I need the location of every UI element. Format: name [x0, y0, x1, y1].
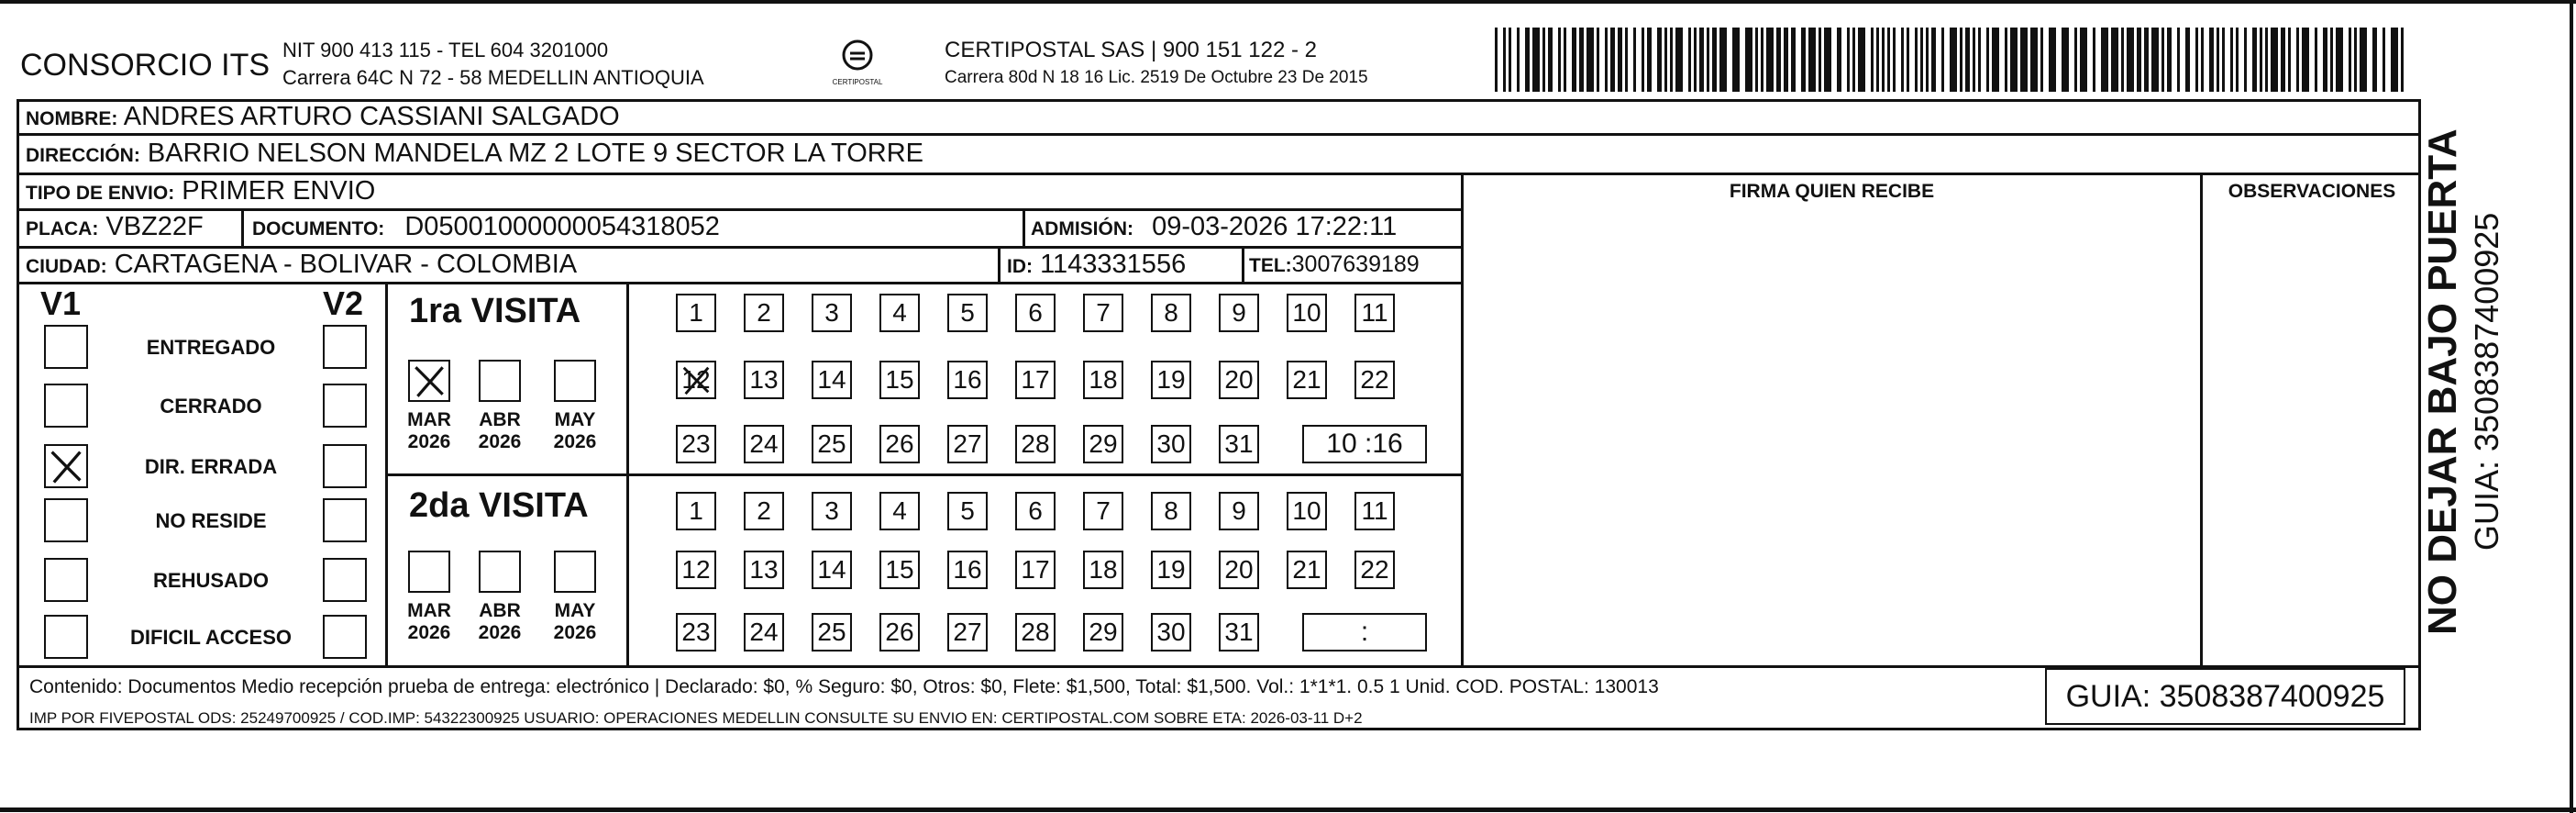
barcode-bar — [2315, 28, 2317, 92]
day-box[interactable]: 18 — [1083, 551, 1123, 589]
x-mark-icon — [410, 362, 448, 400]
barcode-bar — [2010, 28, 2018, 92]
x-mark-icon — [678, 362, 714, 397]
barcode-bar — [1882, 28, 1885, 92]
barcode-bar — [1837, 28, 1841, 92]
day-box[interactable]: 31 — [1219, 425, 1259, 463]
barcode-bar — [2201, 28, 2204, 92]
barcode — [1495, 28, 2412, 92]
status-v2-checkbox[interactable] — [323, 498, 367, 542]
day-box[interactable]: 15 — [879, 551, 920, 589]
barcode-bar — [1926, 28, 1929, 92]
day-box[interactable]: 28 — [1015, 613, 1056, 652]
vrule-tel — [1242, 246, 1244, 282]
barcode-bar — [1670, 28, 1673, 92]
day-box[interactable]: 23 — [676, 425, 716, 463]
certipostal-logo — [816, 37, 899, 92]
barcode-bar — [1618, 28, 1622, 92]
vrule-placa — [241, 208, 244, 246]
barcode-bar — [1876, 28, 1879, 92]
barcode-bar — [1532, 28, 1540, 92]
barcode-bar — [2195, 28, 2198, 92]
tel-label: TEL: — [1249, 255, 1292, 276]
footer-contenido: Contenido: Documentos Medio recepción prueba de entrega: electrónico | Declarado: $0, % Seguro: $0, Otros: $0, Flete: $1,500, Total: $1,500. Vol.: 1*1*1. 0.5 1 Unid. COD. POSTAL: 130013 — [29, 676, 1659, 697]
company-info — [282, 37, 704, 92]
month-year: 2026 — [478, 431, 522, 452]
status-v2-checkbox[interactable] — [323, 384, 367, 428]
day-box[interactable]: 16 — [947, 551, 988, 589]
day-box[interactable]: 5 — [947, 492, 988, 530]
barcode-bar — [1978, 28, 1981, 92]
barcode-bar — [2354, 28, 2357, 92]
visit-time[interactable]: 10 :16 — [1302, 425, 1427, 463]
barcode-bar — [2244, 28, 2247, 92]
barcode-bar — [2222, 28, 2225, 92]
top-rule — [0, 0, 2576, 4]
day-box[interactable]: 1 — [676, 492, 716, 530]
day-box[interactable]: 14 — [812, 361, 852, 399]
day-box[interactable]: 7 — [1083, 492, 1123, 530]
barcode-bar — [1597, 28, 1599, 92]
barcode-bar — [2323, 28, 2327, 92]
barcode-bar — [2336, 28, 2343, 92]
side-notice-svg — [2366, 73, 2576, 642]
barcode-bar — [1887, 28, 1890, 92]
day-box[interactable]: 7 — [1083, 294, 1123, 332]
barcode-bar — [1558, 28, 1561, 92]
documento-cell — [252, 212, 720, 242]
logo-caption: CERTIPOSTAL — [832, 78, 883, 86]
day-box[interactable]: 21 — [1287, 361, 1327, 399]
month-name: MAR — [407, 409, 451, 430]
barcode-bar — [1712, 28, 1717, 92]
status-label: CERRADO — [160, 395, 262, 418]
status-v1-checkbox[interactable] — [44, 384, 88, 428]
barcode-bar — [1707, 28, 1709, 92]
id-cell — [1007, 250, 1186, 280]
barcode-bar — [1950, 28, 1957, 92]
tipo-label: TIPO DE ENVIO: — [26, 183, 175, 204]
barcode-bar — [1642, 28, 1644, 92]
barcode-bar — [2177, 28, 2180, 92]
month-label — [468, 600, 532, 644]
month-checkbox[interactable] — [408, 551, 450, 593]
visit2-title: 2da VISITA — [409, 486, 589, 525]
barcode-bar — [1517, 28, 1520, 92]
barcode-bar — [1941, 28, 1944, 92]
admision-cell — [1031, 212, 1397, 242]
status-label: NO RESIDE — [155, 509, 267, 532]
barcode-bar — [1625, 28, 1628, 92]
month-year: 2026 — [407, 431, 451, 452]
barcode-bar — [1610, 28, 1615, 92]
day-box[interactable]: 8 — [1151, 294, 1191, 332]
day-box[interactable]: 12 — [676, 551, 716, 589]
barcode-bar — [2049, 28, 2056, 92]
direccion-value: BARRIO NELSON MANDELA MZ 2 LOTE 9 SECTOR LA TORRE — [147, 139, 923, 168]
barcode-bar — [1572, 28, 1576, 92]
v1-header: V1 — [40, 284, 82, 322]
day-box[interactable]: 29 — [1083, 425, 1123, 463]
barcode-bar — [1755, 28, 1758, 92]
admision-label: ADMISIÓN: — [1031, 218, 1133, 239]
vrule-admision — [1023, 208, 1025, 246]
day-box[interactable]: 19 — [1151, 551, 1191, 589]
barcode-bar — [1965, 28, 1970, 92]
rule-2 — [17, 173, 2421, 175]
day-box[interactable]: 25 — [812, 613, 852, 652]
x-mark-icon — [46, 446, 86, 486]
barcode-bar — [1633, 28, 1636, 92]
direccion-row — [26, 139, 923, 169]
side-guia: GUIA: 3508387400925 — [2468, 212, 2505, 551]
barcode-bar — [1495, 28, 1498, 92]
barcode-bar — [1694, 28, 1697, 92]
barcode-bar — [1784, 28, 1788, 92]
month-year: 2026 — [553, 622, 597, 643]
barcode-bar — [2093, 28, 2095, 92]
barcode-bar — [1776, 28, 1781, 92]
courier-info — [945, 37, 1368, 92]
status-v2-checkbox[interactable] — [323, 558, 367, 602]
barcode-bar — [1858, 28, 1865, 92]
v2-header: V2 — [323, 284, 364, 322]
nombre-row — [26, 102, 620, 132]
ciudad-value: CARTAGENA - BOLIVAR - COLOMBIA — [114, 250, 578, 279]
day-box[interactable]: 5 — [947, 294, 988, 332]
month-checkbox[interactable] — [479, 551, 521, 593]
ciudad-cell — [26, 250, 577, 280]
status-label: DIFICIL ACCESO — [129, 626, 292, 649]
month-name: MAY — [554, 600, 596, 621]
barcode-bar — [2236, 28, 2239, 92]
barcode-bar — [1931, 28, 1936, 92]
day-box[interactable]: 16 — [947, 361, 988, 399]
day-box[interactable]: 19 — [1151, 361, 1191, 399]
tipo-row — [26, 176, 375, 206]
company-address: Carrera 64C N 72 - 58 MEDELLIN ANTIOQUIA — [282, 66, 704, 89]
barcode-bar — [2062, 28, 2069, 92]
barcode-bar — [2005, 28, 2007, 92]
vrule-firma — [1461, 173, 1464, 665]
day-box[interactable]: 8 — [1151, 492, 1191, 530]
status-v1-checkbox[interactable] — [44, 444, 88, 488]
barcode-bar — [1719, 28, 1727, 92]
day-box[interactable]: 31 — [1219, 613, 1259, 652]
month-checkbox[interactable] — [554, 360, 596, 402]
tipo-value: PRIMER ENVIO — [182, 176, 376, 206]
firma-header: FIRMA QUIEN RECIBE — [1729, 181, 1935, 202]
barcode-bar — [1992, 28, 1999, 92]
barcode-bar — [2330, 28, 2333, 92]
status-v1-checkbox[interactable] — [44, 498, 88, 542]
barcode-bar — [1503, 28, 1506, 92]
barcode-bar — [2185, 28, 2190, 92]
month-label — [543, 600, 607, 644]
month-checkbox[interactable] — [408, 360, 450, 402]
barcode-bar — [1761, 28, 1763, 92]
barcode-bar — [1587, 28, 1594, 92]
month-label — [397, 409, 461, 453]
barcode-bar — [1675, 28, 1683, 92]
status-v2-checkbox[interactable] — [323, 325, 367, 369]
day-box[interactable]: 10 — [1287, 294, 1327, 332]
day-box[interactable]: 9 — [1219, 492, 1259, 530]
barcode-bar — [1960, 28, 1962, 92]
placa-value: VBZ22F — [105, 212, 204, 241]
status-label: REHUSADO — [153, 569, 269, 592]
day-box[interactable]: 25 — [812, 425, 852, 463]
barcode-bar — [1920, 28, 1923, 92]
company-nit: NIT 900 413 115 - TEL 604 3201000 — [282, 39, 609, 61]
barcode-bar — [2302, 28, 2309, 92]
barcode-bar — [2230, 28, 2233, 92]
ciudad-label: CIUDAD: — [26, 256, 107, 277]
admision-value: 09-03-2026 17:22:11 — [1152, 212, 1398, 241]
barcode-bar — [2151, 28, 2159, 92]
barcode-bar — [1732, 28, 1740, 92]
barcode-bar — [2260, 28, 2262, 92]
logo-icon — [839, 37, 876, 73]
day-box[interactable]: 1 — [676, 294, 716, 332]
barcode-bar — [1509, 28, 1511, 92]
day-box[interactable]: 4 — [879, 294, 920, 332]
documento-label: DOCUMENTO: — [252, 218, 385, 239]
status-v1-checkbox[interactable] — [44, 325, 88, 369]
day-box[interactable]: 17 — [1015, 361, 1056, 399]
barcode-bar — [2217, 28, 2219, 92]
day-box[interactable]: 13 — [744, 361, 784, 399]
day-box[interactable]: 21 — [1287, 551, 1327, 589]
barcode-bar — [2281, 28, 2285, 92]
barcode-bar — [1907, 28, 1909, 92]
id-label: ID: — [1007, 256, 1033, 277]
rule-5 — [17, 282, 1461, 284]
barcode-bar — [1542, 28, 1545, 92]
barcode-bar — [2080, 28, 2087, 92]
barcode-bar — [1915, 28, 1918, 92]
day-box[interactable]: 14 — [812, 551, 852, 589]
rule-visit-split — [385, 473, 1461, 476]
day-box[interactable]: 20 — [1219, 361, 1259, 399]
placa-label: PLACA: — [26, 218, 99, 239]
day-box[interactable]: 15 — [879, 361, 920, 399]
vrule-obs — [2200, 173, 2203, 665]
barcode-bar — [1647, 28, 1652, 92]
day-box[interactable]: 17 — [1015, 551, 1056, 589]
status-label: ENTREGADO — [146, 336, 276, 359]
barcode-bar — [1605, 28, 1608, 92]
company-name: CONSORCIO ITS — [20, 48, 271, 83]
barcode-bar — [2265, 28, 2268, 92]
vrule-id — [998, 246, 1001, 282]
barcode-bar — [1525, 28, 1530, 92]
footer-impresion: IMP POR FIVEPOSTAL ODS: 25249700925 / COD.IMP: 54322300925 USUARIO: OPERACIONES MEDELLIN CONSULTE SU ENVIO EN: CERTIPOSTAL.COM SOBRE ETA: 2026-03-11 D+2 — [29, 709, 1363, 727]
id-value: 1143331556 — [1040, 250, 1187, 279]
status-v1-checkbox[interactable] — [44, 615, 88, 659]
observaciones-header: OBSERVACIONES — [2228, 181, 2396, 202]
barcode-bar — [1819, 28, 1821, 92]
day-box[interactable]: 11 — [1354, 492, 1395, 530]
day-box[interactable]: 27 — [947, 613, 988, 652]
day-box[interactable]: 6 — [1015, 492, 1056, 530]
vrule-months — [626, 282, 629, 665]
status-v2-checkbox[interactable] — [323, 615, 367, 659]
placa-cell — [26, 212, 204, 242]
barcode-bar — [1973, 28, 1975, 92]
day-box[interactable]: 18 — [1083, 361, 1123, 399]
vrule-status — [385, 282, 388, 665]
nombre-label: NOMBRE: — [26, 108, 118, 129]
barcode-bar — [2040, 28, 2043, 92]
month-checkbox[interactable] — [479, 360, 521, 402]
barcode-bar — [1688, 28, 1691, 92]
barcode-bar — [2296, 28, 2299, 92]
barcode-bar — [2020, 28, 2028, 92]
day-box[interactable]: 24 — [744, 613, 784, 652]
documento-value: D05001000000054318052 — [404, 212, 720, 241]
month-name: ABR — [479, 600, 521, 621]
guia-number: GUIA: 3508387400925 — [2045, 668, 2405, 725]
month-label — [468, 409, 532, 453]
barcode-bar — [1871, 28, 1874, 92]
day-box[interactable]: 27 — [947, 425, 988, 463]
day-box[interactable]: 26 — [879, 425, 920, 463]
barcode-bar — [2349, 28, 2351, 92]
month-year: 2026 — [407, 622, 451, 643]
nombre-value: ANDRES ARTURO CASSIANI SALGADO — [123, 102, 620, 131]
barcode-bar — [2137, 28, 2141, 92]
barcode-bar — [2161, 28, 2164, 92]
day-box[interactable]: 24 — [744, 425, 784, 463]
status-label: DIR. ERRADA — [144, 455, 278, 478]
barcode-bar — [2288, 28, 2291, 92]
barcode-bar — [1824, 28, 1831, 92]
barcode-bar — [1766, 28, 1774, 92]
day-box[interactable]: 26 — [879, 613, 920, 652]
month-year: 2026 — [478, 622, 522, 643]
barcode-bar — [2111, 28, 2118, 92]
status-v1-checkbox[interactable] — [44, 558, 88, 602]
courier-nit: CERTIPOSTAL SAS | 900 151 122 - 2 — [945, 38, 1317, 62]
visit-time[interactable]: : — [1302, 613, 1427, 652]
barcode-bar — [1548, 28, 1553, 92]
barcode-bar — [2030, 28, 2038, 92]
barcode-bar — [1893, 28, 1896, 92]
month-name: ABR — [479, 409, 521, 430]
day-box[interactable]: 28 — [1015, 425, 1056, 463]
day-box[interactable]: 23 — [676, 613, 716, 652]
barcode-bar — [2121, 28, 2124, 92]
day-box[interactable]: 22 — [1354, 361, 1395, 399]
day-box[interactable]: 30 — [1151, 613, 1191, 652]
barcode-bar — [1852, 28, 1855, 92]
day-box[interactable]: 6 — [1015, 294, 1056, 332]
barcode-bar — [2252, 28, 2257, 92]
month-name: MAY — [554, 409, 596, 430]
month-checkbox[interactable] — [554, 551, 596, 593]
barcode-bar — [2144, 28, 2149, 92]
barcode-bar — [2271, 28, 2278, 92]
courier-address: Carrera 80d N 18 16 Lic. 2519 De Octubre 23 De 2015 — [945, 68, 1368, 87]
day-box[interactable]: 3 — [812, 492, 852, 530]
day-box[interactable]: 30 — [1151, 425, 1191, 463]
day-box[interactable]: 13 — [744, 551, 784, 589]
barcode-bar — [2209, 28, 2214, 92]
barcode-bar — [1808, 28, 1816, 92]
day-box[interactable]: 2 — [744, 492, 784, 530]
direccion-label: DIRECCIÓN: — [26, 145, 140, 166]
barcode-bar — [1901, 28, 1904, 92]
day-box[interactable]: 12 — [676, 361, 716, 399]
barcode-bar — [1801, 28, 1806, 92]
side-notice — [2366, 73, 2576, 642]
tel-value: 3007639189 — [1291, 251, 1420, 277]
day-box[interactable]: 29 — [1083, 613, 1123, 652]
rule-3 — [17, 208, 1461, 211]
no-dejar-bajo-puerta: NO DEJAR BAJO PUERTA — [2420, 128, 2465, 635]
month-name: MAR — [407, 600, 451, 621]
day-box[interactable]: 10 — [1287, 492, 1327, 530]
barcode-bar — [1564, 28, 1566, 92]
barcode-bar — [2101, 28, 2108, 92]
barcode-bar — [1664, 28, 1667, 92]
barcode-bar — [2074, 28, 2077, 92]
barcode-bar — [1657, 28, 1662, 92]
visit1-title: 1ra VISITA — [409, 292, 581, 330]
month-year: 2026 — [553, 431, 597, 452]
tel-cell — [1249, 251, 1420, 278]
day-box[interactable]: 4 — [879, 492, 920, 530]
barcode-bar — [1699, 28, 1704, 92]
barcode-bar — [2167, 28, 2172, 92]
day-box[interactable]: 22 — [1354, 551, 1395, 589]
day-box[interactable]: 11 — [1354, 294, 1395, 332]
month-label — [543, 409, 607, 453]
day-box[interactable]: 9 — [1219, 294, 1259, 332]
day-box[interactable]: 2 — [744, 294, 784, 332]
barcode-bar — [1579, 28, 1584, 92]
barcode-bar — [1791, 28, 1796, 92]
bottom-rule — [0, 807, 2576, 812]
barcode-bar — [1847, 28, 1850, 92]
barcode-bar — [2127, 28, 2134, 92]
barcode-bar — [1745, 28, 1752, 92]
month-label — [397, 600, 461, 644]
day-box[interactable]: 3 — [812, 294, 852, 332]
rule-1 — [17, 133, 2421, 136]
barcode-bar — [1986, 28, 1989, 92]
day-box[interactable]: 20 — [1219, 551, 1259, 589]
status-v2-checkbox[interactable] — [323, 444, 367, 488]
